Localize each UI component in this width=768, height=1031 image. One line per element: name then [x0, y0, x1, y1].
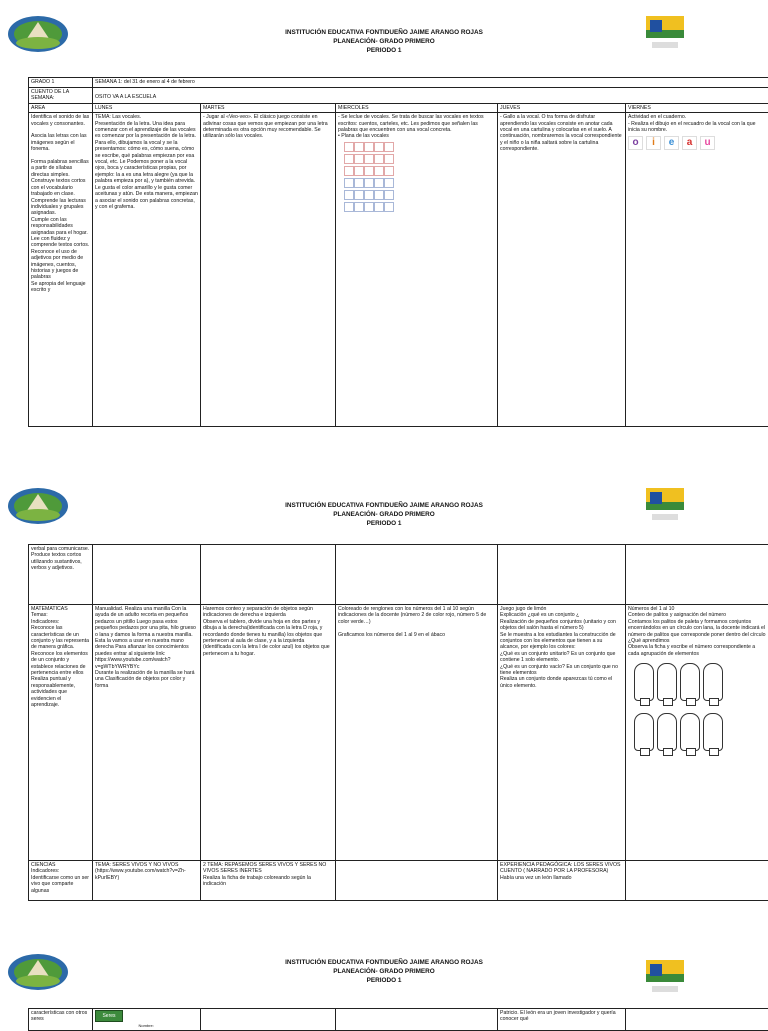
header-row: [29, 103, 768, 112]
cuento-label-cell: CUENTO DE LA SEMANA:: [29, 88, 93, 104]
science-lunes-cell: TEMA: SERES VIVOS Y NO VIVOS (https://www.youtube.com/watch?v=Zh-kPurIEBY): [93, 861, 201, 901]
planning-table-page-3: [28, 1008, 768, 1031]
period-title: PERIODO 1: [0, 46, 768, 55]
planning-table-page-2: [28, 544, 768, 901]
math-viernes-cell: Números del 1 al 10 Conteo de palitos y asignación del número Contamos los palitos de paleta y formamos conjuntos encerrándolos en un círculo con lana, la docente indicará el número de palitos que corresponde poner dentro del círculo ¿Qué aprendimos Observa la ficha y escribe el número correspondiente a cada agrupación de elementos: [626, 605, 768, 861]
math-martes-cell: Haremos conteo y separación de objetos según indicaciones de derecha e izquierda Observa el tablero, divide una hoja en dos partes y dibuja a la derecha(identificada con la letra D roja, y recordando donde tienes tu manilla) los objetos que pertenecen al aula de clase, y a la izquierda (identificada con la letra I de color azul) los objetos que pertenecen a tu hogar.: [201, 605, 336, 861]
science-viernes-cell: [626, 861, 768, 901]
math-jueves-cell: Juego jugo de limón Explicación ¿qué es un conjunto ¿ Realización de pequeños conjuntos (unitario y con objetos del salón hasta el número 5) Se le muestra a los estudiantes la construcción de conjuntos con los elementos que tienen a su alcance, por ejemplo los colores: ¿Qué es un conjunto unitario? Es un conjunto que contiene 1 solo elemento. ¿Qué es un conjunto vacío? Es un conjunto que no tiene elementos Realiza un conjunto donde aparezcas tú como el único elemento.: [498, 605, 626, 861]
counting-group: [680, 713, 700, 751]
counting-group: [703, 663, 723, 701]
plan-title: PLANEACIÓN- GRADO PRIMERO: [0, 37, 768, 46]
vowel-card: i: [646, 136, 661, 150]
science-area-cell: CIENCIAS Indicadores: Identificarse como un ser vivo que comparte algunas: [29, 861, 93, 901]
grado-cell: GRADO 1: [29, 78, 93, 88]
counting-group: [680, 663, 700, 701]
science-lunes-worksheet: [93, 1009, 201, 1031]
counting-worksheet: [634, 663, 766, 701]
institution-name: INSTITUCIÓN EDUCATIVA FONTIDUEÑO JAIME ARANGO ROJAS: [0, 28, 768, 37]
area-cell: Identifica el sonido de las vocales y consonantes. Asocia las letras con las imágenes según el fonema. Forma palabras sencillas a partir de sílabas directas simples. Construye textos cortos con el vocabulario trabajado en clase. Comprende las lecturas individuales y grupales asignadas. Cumple con las responsabilidades asignadas para el hogar. Lee con fluidez y comprende textos cortos. Reconoce el uso de adjetivos por medio de imágenes, cuentos, historias y juegos de palabras Se apropia del lenguaje escrito y: [29, 113, 93, 427]
jueves-cell: - Gallo a la vocal. O tra forma de disfrutar aprendiendo las vocales consiste en anotar cada vocal en una cartulina y colocarlas en el suelo. A continuación, nombraremos la vocal correspondiente y el niño o la niña saltará sobre la cartulina correspondiente.: [498, 113, 626, 427]
science-miercoles-cell: [336, 861, 498, 901]
counting-group: [634, 663, 654, 701]
lunes-cell: TEMA: Las vocales. Presentación de la letra. Una idea para comenzar con el aprendizaje de las vocales es comenzar por la presentación de la letra. Para ello, dibujamos la vocal y se la presentamos: cómo es, cómo suena, cómo se escribe, qué palabras empiezan por esa vocal, etc. Le Podemos poner a la vocal ojos, boca y características propias, por ejemplo: la a es una letra alegre (ya que la palabra empieza por a), y también atrevida. Le gusta el color amarillo y le gusta comer aceitunas y atún. De esta manera, empiezan a asociar el sonido con palabras concretas, y con el grafema.: [93, 113, 201, 427]
school-flag-logo-right: [644, 12, 686, 52]
counting-group: [657, 663, 677, 701]
header-jueves: JUEVES: [498, 103, 626, 112]
martes-cell: - Jugar al «Veo-veo». El clásico juego consiste en adivinar cosas que vemos que empiezan por una letra determinada es otra opción muy recomendable. Se utilizarán sólo las vocales.: [201, 113, 336, 427]
science-jueves-cell: EXPERIENCIA PEDAGÓGICA: LOS SERES VIVOS CUENTO ( NARRADO POR LA PROFESORA) Había una vez un león llamado: [498, 861, 626, 901]
math-miercoles-cell: Coloreado de renglones con los números del 1 al 10 según indicaciones de la docente (número 2 de color rojo, número 5 de color verde…) Graficamos los números del 1 al 9 en el ábaco: [336, 605, 498, 861]
science-jueves-continued: Patricio. El león era un joven investigador y quería conocer qué: [498, 1009, 626, 1031]
school-flag-logo-right: [644, 484, 686, 524]
viernes-cell: Actividad en el cuaderno. - Realiza el dibujo en el recuadro de la vocal con la que inicia su nombre. o i e a u: [626, 113, 768, 427]
header-miercoles: MIERCOLES: [336, 103, 498, 112]
vowel-card: a: [682, 136, 697, 150]
name-line: Nombre:: [138, 1023, 153, 1028]
header-lunes: LUNES: [93, 103, 201, 112]
period-title: PERIODO 1: [0, 976, 768, 985]
cuento-value-cell: OSITO VA A LA ESCUELA: [93, 88, 768, 104]
institution-name: INSTITUCIÓN EDUCATIVA FONTIDUEÑO JAIME ARANGO ROJAS: [0, 501, 768, 510]
vowel-cards: [628, 136, 766, 150]
vowel-practice-sheet: [344, 142, 495, 176]
institution-name: INSTITUCIÓN EDUCATIVA FONTIDUEÑO JAIME ARANGO ROJAS: [0, 958, 768, 967]
vowel-practice-sheet-2: [344, 178, 495, 212]
counting-group: [634, 713, 654, 751]
counting-worksheet-2: [634, 713, 766, 751]
header-martes: MARTES: [201, 103, 336, 112]
vowel-card: u: [700, 136, 715, 150]
math-lunes-cell: Manualidad. Realiza una manilla Con la ayuda de un adulto recorta en pequeños pedazos un pitillo Luego pasa estos pequeños pedazos por una pita, hilo grueso o lana y damos la forma a nuestra manilla. Esta la vamos a usar en nuestra mano derecha Para afianzar los conocimientos puedes entrar al siguiente link: https://www.youtube.com/watch?v=gWTbYWRYBYc Durante la realización de la manilla se hará una Clasificación de objetos por color y forma: [93, 605, 201, 861]
school-flag-logo-right: [644, 956, 686, 996]
semana-cell: SEMANA 1: del 31 de enero al 4 de febrero: [93, 78, 768, 88]
page-header: [0, 938, 768, 1008]
seres-vivos-banner: Seres Vivos: [95, 1010, 123, 1022]
page-header: [0, 472, 768, 542]
miercoles-cell: - Se leclue de vocales. Se trata de buscar las vocales en textos escritos: cuentos, carteles, etc. Les pedimos que señalen las palabras que encuentren con una vocal concreta. • Plana de las vocales: [336, 113, 498, 427]
math-area-cell: MATEMATICAS Temas: Indicadores: Reconoce las características de un conjunto y las representa de manera gráfica. Reconoce los elementos de un conjunto y establece relaciones de pertenencia entre ellos Realiza puntual y responsablemente, actividades que evidencien el aprendizaje.: [29, 605, 93, 861]
plan-title: PLANEACIÓN- GRADO PRIMERO: [0, 510, 768, 519]
plan-title: PLANEACIÓN- GRADO PRIMERO: [0, 967, 768, 976]
header-viernes: VIERNES: [626, 103, 768, 112]
science-martes-cell: 2 TEMA: REPASEMOS SERES VIVOS Y SERES NO VIVOS SERES INERTES Realiza la ficha de trabajo coloreando según la indicación: [201, 861, 336, 901]
vowel-card: e: [664, 136, 679, 150]
vowel-card: o: [628, 136, 643, 150]
counting-group: [657, 713, 677, 751]
page-header: [0, 0, 768, 70]
period-title: PERIODO 1: [0, 519, 768, 528]
counting-group: [703, 713, 723, 751]
planning-table-page-1: [28, 77, 768, 427]
header-area: AREA: [29, 103, 93, 112]
science-area-continued: características con otros seres: [29, 1009, 93, 1031]
area-cell-continued: verbal para comunicarse. Produce textos cortos utilizando sustantivos, verbos y adjetivos.: [29, 545, 93, 605]
